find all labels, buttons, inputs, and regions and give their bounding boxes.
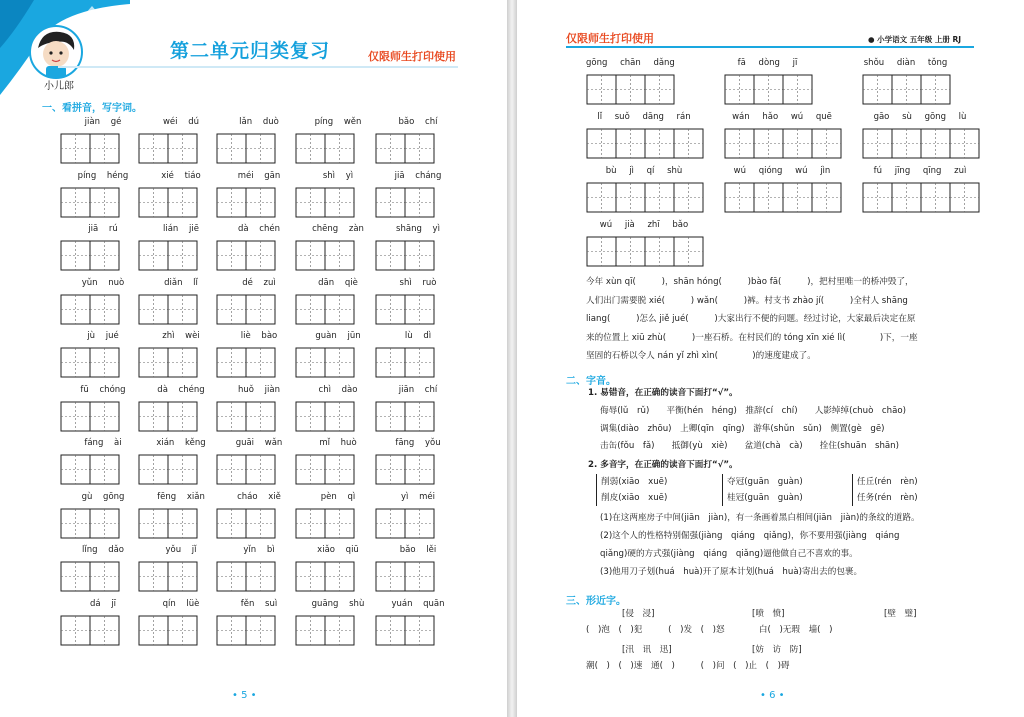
similar-char-group: [喷 愤] xyxy=(752,609,785,619)
pinyin-label: gāo sù gōng lù xyxy=(873,112,967,122)
writing-boxes[interactable] xyxy=(216,561,276,592)
pinyin-label: yuán quān xyxy=(391,598,445,609)
writing-boxes[interactable] xyxy=(60,187,120,218)
writing-boxes[interactable] xyxy=(60,240,120,271)
similar-char-group: [侵 浸] xyxy=(622,609,655,619)
writing-boxes[interactable] xyxy=(375,561,435,592)
polyphone-group: 削弱(xiāo xuē) 削皮(xiāo xuē) xyxy=(596,474,667,506)
writing-boxes[interactable] xyxy=(60,508,120,539)
pinyin-label: fáng ài xyxy=(84,438,122,448)
s2-q1-line: 击缶(fǒu fǎ) 抵御(yù xiè) 盆道(chà cà) 拴住(shuān shān) xyxy=(600,441,899,451)
writing-boxes[interactable] xyxy=(295,187,355,218)
writing-boxes[interactable] xyxy=(216,401,276,432)
page-number-right: • 6 • xyxy=(760,690,785,701)
writing-boxes[interactable] xyxy=(138,561,198,592)
page-number-left: • 5 • xyxy=(232,690,257,701)
writing-boxes[interactable] xyxy=(375,347,435,378)
title-underline xyxy=(58,66,458,68)
writing-boxes[interactable] xyxy=(862,128,980,159)
header-line xyxy=(566,46,974,48)
pinyin-label: lù dì xyxy=(404,331,432,341)
passage-line: liang( )怎么 jiě jué( )大家出行不便的问题。经过讨论，大家最后决定在原 xyxy=(586,314,916,324)
book-info: ● 小学语文 五年级 上册 RJ xyxy=(868,35,962,44)
pinyin-label: jiā cháng xyxy=(394,170,442,181)
writing-boxes[interactable] xyxy=(295,454,355,485)
pinyin-label: shì ruò xyxy=(399,277,437,288)
s2-q1-line: 调集(diào zhōu) 上卿(qīn qīng) 游隼(shǔn sǔn) 侧置(gè gē) xyxy=(600,423,885,434)
pinyin-label: jiā rú xyxy=(88,224,118,234)
pinyin-label: qín lüè xyxy=(162,598,200,609)
pinyin-label: fū chóng xyxy=(80,384,126,395)
writing-boxes[interactable] xyxy=(724,128,842,159)
writing-boxes[interactable] xyxy=(586,74,675,105)
pinyin-label: xiǎo qiū xyxy=(317,545,359,555)
book-gutter xyxy=(507,0,517,717)
writing-boxes[interactable] xyxy=(216,294,276,325)
writing-boxes[interactable] xyxy=(862,182,980,213)
s2-q1-line: 侮辱(lǔ rǔ) 平衡(hén héng) 推辞(cí chí) 人影绰绰(chuò chāo) xyxy=(600,406,906,416)
pinyin-label: gù gōng xyxy=(81,491,125,502)
pinyin-label: jiàn gé xyxy=(84,117,122,127)
writing-boxes[interactable] xyxy=(60,454,120,485)
pinyin-label: píng héng xyxy=(77,170,129,181)
writing-boxes[interactable] xyxy=(586,236,704,267)
pinyin-label: jù jué xyxy=(87,331,119,341)
writing-boxes[interactable] xyxy=(216,454,276,485)
pinyin-label: dá jī xyxy=(89,598,117,609)
s2-q2-sentence: (1)在这两座房子中间(jiān jiàn)，有一条画着黑白相间(jiān jiàn)的条纹的道路。 xyxy=(600,513,920,523)
pinyin-label: fěn suì xyxy=(240,598,278,609)
pinyin-label: méi gān xyxy=(237,170,281,181)
pinyin-label: shǒu diàn tǒng xyxy=(863,58,948,68)
pinyin-label: bǎo chí xyxy=(398,117,438,127)
writing-boxes[interactable] xyxy=(138,294,198,325)
pinyin-label: fāng yǒu xyxy=(395,438,441,448)
pinyin-label: chì dào xyxy=(318,384,358,395)
writing-boxes[interactable] xyxy=(375,454,435,485)
pinyin-label: yǒu jǐ xyxy=(165,545,197,555)
pinyin-label: dà chén xyxy=(238,224,280,234)
pinyin-label: guāng shù xyxy=(311,598,365,609)
print-notice: 仅限师生打印使用 xyxy=(368,50,456,63)
writing-boxes[interactable] xyxy=(724,74,813,105)
writing-boxes[interactable] xyxy=(375,187,435,218)
section-3-title: 三、形近字。 xyxy=(566,596,626,607)
writing-boxes[interactable] xyxy=(375,508,435,539)
polyphone-group: 任丘(rén rèn) 任务(rén rèn) xyxy=(852,474,918,506)
writing-boxes[interactable] xyxy=(862,74,951,105)
pinyin-label: wú qióng wú jìn xyxy=(733,166,831,176)
pinyin-label: píng wěn xyxy=(314,117,362,127)
pinyin-label: wú jià zhī bǎo xyxy=(599,220,689,230)
pinyin-label: dé zuì xyxy=(242,277,276,288)
pinyin-label: huǒ jiàn xyxy=(238,384,280,395)
writing-boxes[interactable] xyxy=(586,182,704,213)
writing-boxes[interactable] xyxy=(60,401,120,432)
passage-line: 坚固的石桥以令人 nán yǐ zhì xìn( )的速度建成了。 xyxy=(586,351,816,361)
pinyin-label: guàn jūn xyxy=(315,331,361,341)
s2-q2-sentence: qiǎng)硬的方式强(jiàng qiáng qiǎng)逼他做自己不喜欢的事。 xyxy=(600,549,858,559)
s3-line-1: ( )泡 ( )犯 ( )发 ( )怒 白( )无瑕 墙( ) xyxy=(586,625,833,635)
pinyin-label: lǐ suǒ dāng rán xyxy=(597,112,691,122)
writing-boxes[interactable] xyxy=(138,133,198,164)
writing-boxes[interactable] xyxy=(60,294,120,325)
pinyin-label: bù jì qí shù xyxy=(605,166,683,176)
writing-boxes[interactable] xyxy=(138,187,198,218)
pinyin-label: fēng xiǎn xyxy=(157,491,205,502)
pinyin-label: yì méi xyxy=(401,491,435,502)
writing-boxes[interactable] xyxy=(60,347,120,378)
writing-boxes[interactable] xyxy=(295,240,355,271)
writing-boxes[interactable] xyxy=(60,133,120,164)
pinyin-label: diǎn lǐ xyxy=(164,277,198,288)
pinyin-label: chēng zàn xyxy=(312,224,364,234)
similar-char-group: [妨 访 防] xyxy=(752,645,802,655)
pinyin-label: mǐ huò xyxy=(319,438,357,448)
s2-q2-sentence: (2)这个人的性格特别倔强(jiàng qiáng qiǎng)，你不要用强(jiàng qiáng xyxy=(600,531,900,541)
writing-boxes[interactable] xyxy=(60,615,120,646)
writing-boxes[interactable] xyxy=(295,508,355,539)
writing-boxes[interactable] xyxy=(295,133,355,164)
writing-boxes[interactable] xyxy=(216,133,276,164)
s2-question-1: 1. 易错音，在正确的读音下面打“√”。 xyxy=(588,388,738,398)
polyphone-group: 夺冠(guān guàn) 桂冠(guān guàn) xyxy=(722,474,803,506)
pinyin-label: guāi wǎn xyxy=(235,438,283,448)
s3-line-2: 潮( ) ( )速 通( ) ( )问 ( )止 ( )碍 xyxy=(586,661,790,671)
writing-boxes[interactable] xyxy=(295,615,355,646)
pinyin-label: lǐng dǎo xyxy=(81,545,124,555)
pinyin-label: dān qiè xyxy=(318,277,358,288)
pinyin-label: liè bào xyxy=(240,331,278,341)
pinyin-label: zhì wèi xyxy=(162,331,200,341)
pinyin-label: lǎn duò xyxy=(239,117,279,127)
writing-boxes[interactable] xyxy=(138,508,198,539)
section-2-title: 二、字音。 xyxy=(566,376,616,387)
writing-boxes[interactable] xyxy=(138,347,198,378)
page-title: 第二单元归类复习 xyxy=(170,40,331,62)
passage-line: 来的位置上 xiū zhù( )一座石桥。在村民们的 tóng xīn xié lì( )下，一座 xyxy=(586,332,918,343)
s2-q2-sentence: (3)他用刀子划(huá huà)开了原本计划(huá huà)寄出去的包裹。 xyxy=(600,567,863,577)
writing-boxes[interactable] xyxy=(375,240,435,271)
section-1-title: 一、看拼音，写字词。 xyxy=(42,103,142,114)
writing-boxes[interactable] xyxy=(724,182,842,213)
passage-line: 人们出门需要脱 xié( ) wǎn( )裤。村支书 zhào jí( )全村人 shāng xyxy=(586,295,908,306)
writing-boxes[interactable] xyxy=(295,347,355,378)
s2-question-2: 2. 多音字，在正确的读音下面打“√”。 xyxy=(588,460,738,470)
similar-char-group: [壁 璧] xyxy=(884,609,917,619)
writing-boxes[interactable] xyxy=(216,240,276,271)
writing-boxes[interactable] xyxy=(216,347,276,378)
writing-boxes[interactable] xyxy=(375,615,435,646)
writing-boxes[interactable] xyxy=(375,294,435,325)
print-notice-right: 仅限师生打印使用 xyxy=(566,32,654,45)
writing-boxes[interactable] xyxy=(216,508,276,539)
boy-mascot-icon xyxy=(28,24,84,80)
pinyin-label: pèn qì xyxy=(320,491,356,502)
pinyin-label: fā dòng jī xyxy=(737,58,798,68)
pinyin-label: wán hǎo wú quē xyxy=(732,112,832,122)
pinyin-label: jiān chí xyxy=(398,384,438,395)
writing-boxes[interactable] xyxy=(138,454,198,485)
pinyin-label: xié tiáo xyxy=(161,170,201,181)
pinyin-label: shāng yì xyxy=(396,224,440,234)
writing-boxes[interactable] xyxy=(138,240,198,271)
pinyin-label: yǔn nuò xyxy=(81,277,125,288)
pinyin-label: dà chéng xyxy=(157,384,205,395)
pinyin-label: fú jīng qīng zuì xyxy=(873,166,967,176)
left-page xyxy=(0,0,507,717)
writing-boxes[interactable] xyxy=(375,133,435,164)
pinyin-label: wéi dú xyxy=(162,117,200,127)
pinyin-label: yǐn bì xyxy=(243,545,275,555)
pinyin-label: lián jiē xyxy=(163,224,199,234)
mascot-label: 小儿郎 xyxy=(44,81,74,92)
pinyin-label: shì yì xyxy=(322,170,354,181)
pinyin-label: xián kěng xyxy=(156,438,206,448)
writing-boxes[interactable] xyxy=(586,128,704,159)
writing-boxes[interactable] xyxy=(295,401,355,432)
writing-boxes[interactable] xyxy=(138,401,198,432)
passage-line: 今年 xùn qī( )，shān hóng( )bào fā( )，把村里唯一的桥冲毁了， xyxy=(586,277,914,287)
writing-boxes[interactable] xyxy=(295,561,355,592)
pinyin-label: gōng chān dǎng xyxy=(586,58,675,68)
writing-boxes[interactable] xyxy=(295,294,355,325)
writing-boxes[interactable] xyxy=(216,187,276,218)
pinyin-label: bǎo lěi xyxy=(399,545,437,555)
writing-boxes[interactable] xyxy=(216,615,276,646)
similar-char-group: [汛 讯 迅] xyxy=(622,645,672,655)
pinyin-label: cháo xiě xyxy=(237,491,281,502)
writing-boxes[interactable] xyxy=(375,401,435,432)
writing-boxes[interactable] xyxy=(60,561,120,592)
writing-boxes[interactable] xyxy=(138,615,198,646)
